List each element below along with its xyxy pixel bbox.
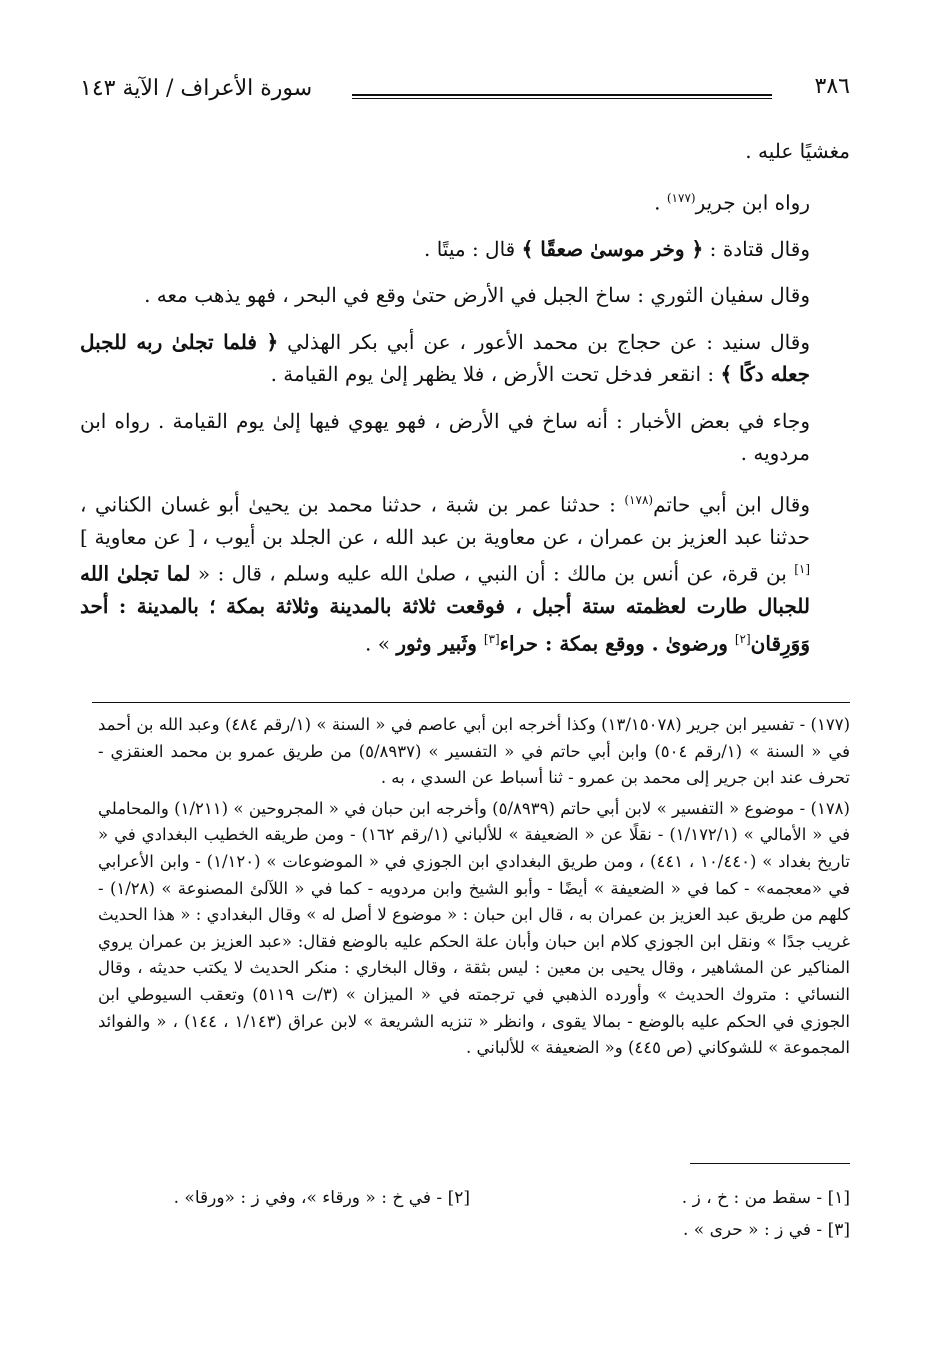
paragraph-text: وجاء في بعض الأخبار : أنه ساخ في الأرض ، فهو يهوي فيها إلىٰ يوم القيامة . رواه ابن مردويه .	[80, 408, 810, 466]
paragraph-text: قال : ميتًا .	[424, 236, 522, 261]
hadith-text: وثَبير وثور	[396, 631, 484, 656]
paragraph-text: » .	[365, 631, 397, 656]
marginal-note-ref[interactable]: [٢]	[734, 631, 751, 646]
marginal-note-ref[interactable]: [١]	[794, 562, 811, 577]
footnote-ref[interactable]: (١٧٨)	[624, 492, 654, 507]
page-header	[80, 70, 850, 110]
marginal-note-ref[interactable]: [٣]	[483, 631, 500, 646]
footnote-ref[interactable]: (١٧٧)	[666, 190, 696, 205]
surah-label: سورة الأعراف / الآية ١٤٣	[80, 76, 313, 101]
paragraph	[80, 182, 850, 219]
paragraph	[80, 405, 850, 470]
paragraph-text: وقال قتادة :	[703, 236, 810, 261]
hadith-text: لما تجلىٰ الله للجبال طارت لعظمته ستة أجبل ، فوقعت ثلاثة بالمدينة وثلاثة بمكة ؛ بالمدينة : أحد وَوَرِقان	[80, 561, 810, 656]
main-text	[80, 135, 850, 674]
marginal-notes	[98, 1183, 850, 1253]
paragraph	[80, 279, 850, 312]
footnotes	[98, 712, 850, 1066]
marginal-note-1: [١] - سقط من : خ ، ز .	[681, 1188, 850, 1208]
quran-quote: ﴿ وخر موسىٰ صعقًا ﴾	[521, 236, 704, 261]
paragraph	[80, 233, 850, 266]
marginal-note-2: [٢] - في خ : « ورقاء »، وفي ز : «ورقا» .	[173, 1188, 470, 1208]
paragraph-text: مغشيًا عليه .	[745, 139, 850, 163]
paragraph	[80, 326, 850, 391]
footnote-177: (١٧٧) - تفسير ابن جرير (١٣/١٥٠٧٨) وكذا أخرجه ابن أبي عاصم في « السنة » (١/رقم ٤٨٤) وعبد الله بن أحمد في « السنة » (١/رقم ٥٠٤) وابن أبي حاتم في « التفسير » (٥/٨٩٣٧) من طريق عمرو بن محمد العنقزي - تحرف عند ابن جرير إلى محمد بن عمرو - ثنا أسباط عن السدي ، به .	[98, 715, 851, 788]
footnote-separator	[92, 702, 850, 703]
hadith-text: ورضوىٰ . ووقع بمكة : حراء	[499, 631, 735, 656]
paragraph	[80, 484, 850, 660]
quran-quote: ﴿ فلما تجلىٰ ربه للجبل جعله دكًا ﴾	[80, 329, 810, 387]
marginal-notes-separator	[690, 1163, 850, 1164]
footnote-178: (١٧٨) - موضوع « التفسير » لابن أبي حاتم (٥/٨٩٣٩) وأخرجه ابن حبان في « المجروحين » (١/٢١١) والمحاملي في « الأمالي » (١/١٧٢/١) - نقلًا عن « الضعيفة » للألباني (١/رقم ١٦٢) - ومن طريقه الخطيب البغدادي في « تاريخ بغداد » (١٠/٤٤٠ ، ٤٤١) ، ومن طريق البغدادي ابن الجوزي في « الموضوعات » (١/١٢٠) - وابن الأعرابي في «معجمه» - كما في « الضعيفة » أيضًا - وأبو الشيخ وابن مردويه - كما في « اللآلئ المصنوعة » (١/٢٨) - كلهم من طريق عبد العزيز بن عمران به ، قال ابن حبان : « موضوع لا أصل له » وقال البغدادي : « هذا الحديث غريب جدًا » ونقل ابن الجوزي كلام ابن حبان وأبان علة الحكم عليه بالوضع فقال: «عبد العزيز بن عمران يروي المناكير عن المشاهير ، وقال يحيى بن معين : ليس بثقة ، وقال البخاري : منكر الحديث لا يكتب حديثه ، وقال النسائي : متروك الحديث » وأورده الذهبي في ترجمته في « الميزان » (٣/ت ٥١١٩) وتعقب السيوطي ابن الجوزي في الحكم عليه بالوضع - بمالا يقوى ، وانظر « تنزيه الشريعة » لابن عراق (١/١٤٣ ، ١٤٤) ، « والفوائد المجموعة » للشوكاني (ص ٤٤٥) و« الضعيفة » للألباني .	[98, 798, 851, 1058]
paragraph-text: .	[654, 190, 667, 215]
paragraph-text: : انقعر فدخل تحت الأرض ، فلا يظهر إلىٰ يوم القيامة .	[270, 362, 721, 387]
page-number: ٣٨٦	[814, 74, 850, 99]
header-rule	[352, 94, 772, 99]
paragraph	[80, 135, 850, 168]
paragraph-text: وقال سنيد : عن حجاج بن محمد الأعور ، عن أبي بكر الهذلي	[278, 329, 810, 354]
marginal-note-3: [٣] - في ز : « حرى » .	[682, 1220, 850, 1240]
paragraph-text: : حدثنا عمر بن شبة ، حدثنا محمد بن يحيىٰ أبو غسان الكناني ، حدثنا عبد العزيز بن عمران ، عن معاوية بن عبد الله ، عن الجلد بن أيوب ، [ عن معاوية ]	[80, 492, 810, 549]
paragraph-text: وقال ابن أبي حاتم	[653, 492, 811, 517]
paragraph-text: بن قرة، عن أنس بن مالك : أن النبي ، صلىٰ الله عليه وسلم ، قال : «	[190, 561, 795, 586]
paragraph-text: وقال سفيان الثوري : ساخ الجبل في الأرض حتىٰ وقع في البحر ، فهو يذهب معه .	[144, 283, 810, 308]
paragraph-text: رواه ابن جرير	[695, 190, 810, 215]
